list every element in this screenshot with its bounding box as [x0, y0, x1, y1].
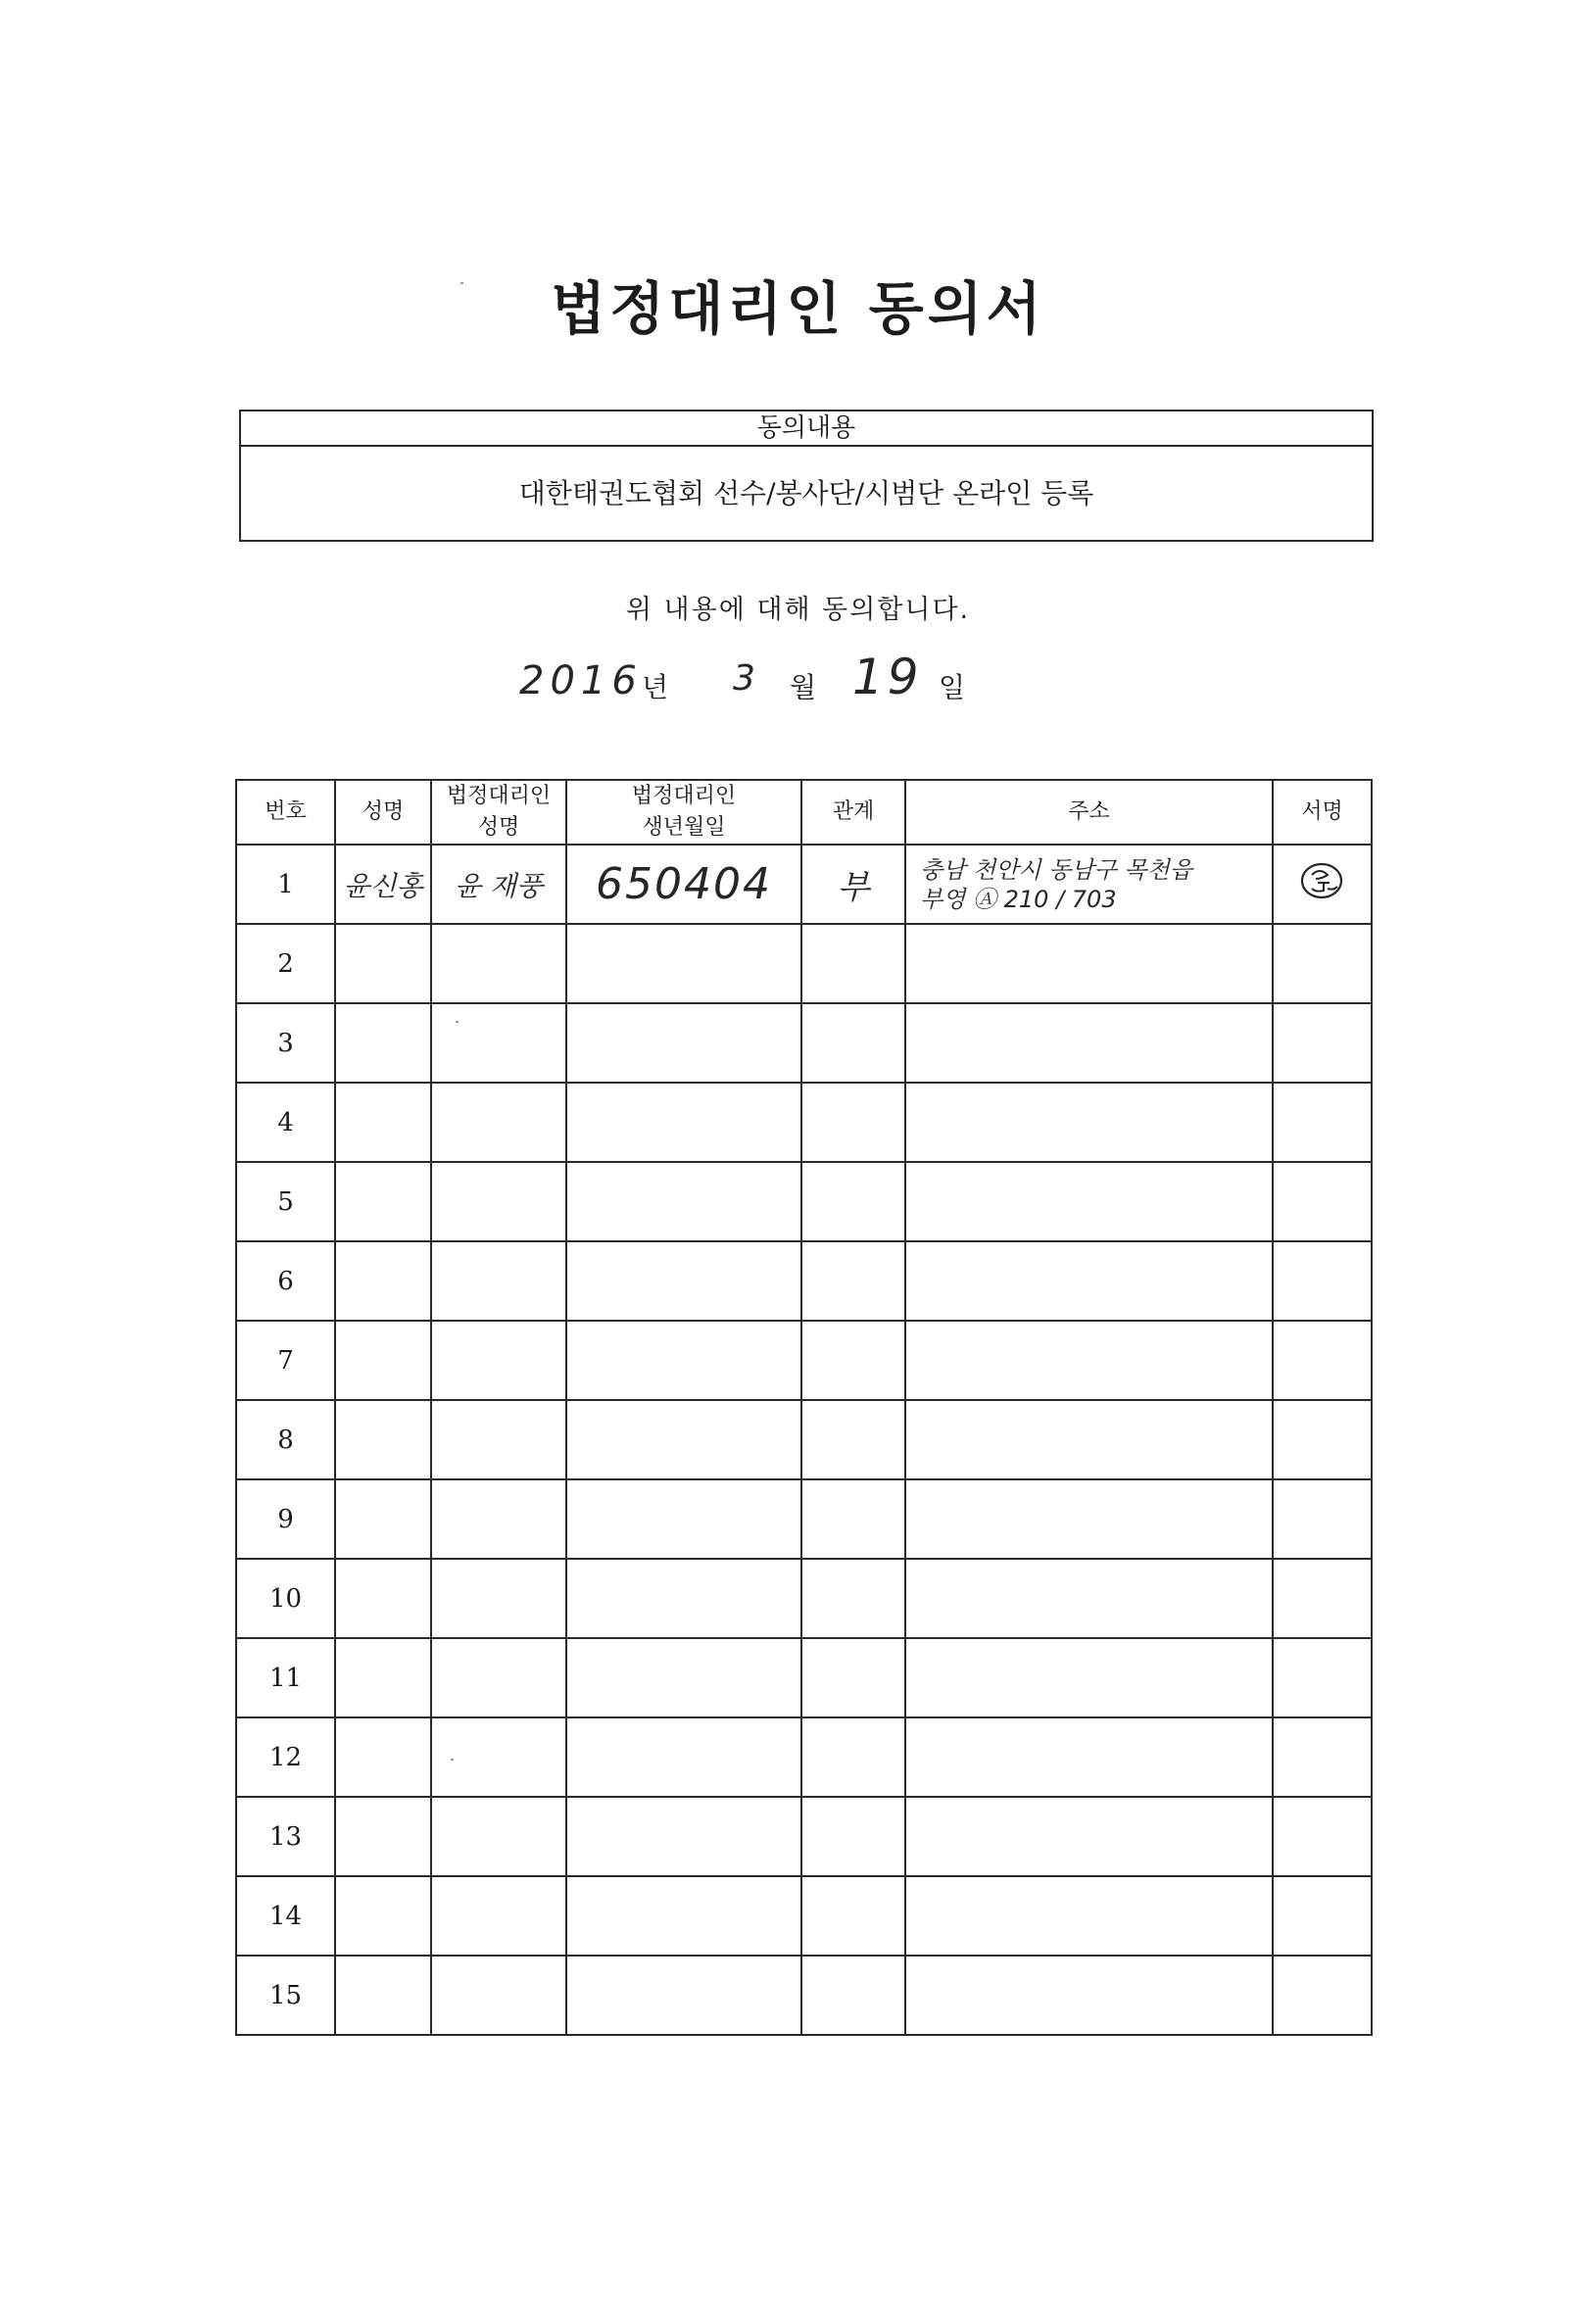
row-signature — [1273, 1400, 1372, 1479]
row-signature — [1273, 845, 1372, 924]
header-guardian-name-line2: 성명 — [477, 815, 520, 840]
table-row — [236, 1638, 1372, 1717]
row-guardian-birth — [566, 1479, 801, 1559]
row-address — [905, 1559, 1273, 1638]
consent-box — [239, 410, 1374, 542]
row-guardian-birth-handwritten: 650404 — [596, 859, 772, 909]
row-address — [905, 845, 1273, 924]
guardian-roster-table — [235, 779, 1373, 2036]
row-guardian-name — [431, 1400, 566, 1479]
row-guardian-birth — [566, 1083, 801, 1162]
row-number: 10 — [236, 1559, 335, 1638]
row-number: 9 — [236, 1479, 335, 1559]
row-relation — [801, 1797, 905, 1876]
table-row — [236, 1956, 1372, 2035]
row-name — [335, 1321, 431, 1400]
row-guardian-birth — [566, 1956, 801, 2035]
row-name — [335, 1003, 431, 1083]
row-guardian-name — [431, 1479, 566, 1559]
row-guardian-birth — [566, 1003, 801, 1083]
row-number: 7 — [236, 1321, 335, 1400]
row-relation — [801, 1559, 905, 1638]
header-guardian-birth — [566, 780, 801, 845]
table-row — [236, 1400, 1372, 1479]
row-address — [905, 1083, 1273, 1162]
row-number: 13 — [236, 1797, 335, 1876]
row-guardian-name — [431, 1717, 566, 1797]
header-relation: 관계 — [801, 780, 905, 845]
header-address: 주소 — [905, 780, 1273, 845]
scan-speck — [460, 282, 463, 284]
row-number: 1 — [236, 845, 335, 924]
row-number: 14 — [236, 1876, 335, 1956]
date-month-unit: 월 — [790, 671, 817, 703]
consent-body: 대한태권도협회 선수/봉사단/시범단 온라인 등록 — [518, 477, 1094, 509]
row-relation — [801, 1083, 905, 1162]
row-address — [905, 1638, 1273, 1717]
row-address — [905, 1321, 1273, 1400]
table-row — [236, 1162, 1372, 1241]
row-guardian-name — [431, 845, 566, 924]
row-signature — [1273, 1876, 1372, 1956]
row-number: 4 — [236, 1083, 335, 1162]
row-relation — [801, 1479, 905, 1559]
row-signature — [1273, 1083, 1372, 1162]
row-guardian-name-handwritten: 윤 재풍 — [454, 869, 544, 902]
row-address — [905, 1400, 1273, 1479]
row-address — [905, 1162, 1273, 1241]
row-relation-handwritten: 부 — [837, 868, 870, 907]
row-signature — [1273, 1797, 1372, 1876]
row-guardian-birth — [566, 845, 801, 924]
row-guardian-name — [431, 1162, 566, 1241]
row-relation — [801, 1717, 905, 1797]
row-name — [335, 924, 431, 1003]
row-relation — [801, 1321, 905, 1400]
header-name: 성명 — [335, 780, 431, 845]
table-row — [236, 1321, 1372, 1400]
date-day-unit: 일 — [939, 671, 966, 703]
row-address — [905, 924, 1273, 1003]
scan-speck — [456, 1021, 459, 1023]
row-name — [335, 1797, 431, 1876]
row-relation — [801, 1162, 905, 1241]
agree-statement: 위 내용에 대해 동의합니다. — [625, 595, 971, 625]
row-guardian-birth — [566, 1241, 801, 1321]
row-number: 3 — [236, 1003, 335, 1083]
row-guardian-birth — [566, 1876, 801, 1956]
row-guardian-name — [431, 1083, 566, 1162]
row-relation — [801, 1876, 905, 1956]
row-signature — [1273, 1479, 1372, 1559]
header-signature: 서명 — [1273, 780, 1372, 845]
row-name — [335, 1083, 431, 1162]
table-row — [236, 1241, 1372, 1321]
row-address — [905, 1797, 1273, 1876]
row-guardian-name — [431, 1003, 566, 1083]
row-address — [905, 1717, 1273, 1797]
row-guardian-name — [431, 1559, 566, 1638]
row-address — [905, 1003, 1273, 1083]
row-signature — [1273, 1559, 1372, 1638]
row-signature — [1273, 1321, 1372, 1400]
row-guardian-name — [431, 1876, 566, 1956]
row-relation — [801, 1241, 905, 1321]
date-year-unit: 년 — [642, 671, 669, 703]
scan-speck — [451, 1759, 454, 1761]
table-row — [236, 1797, 1372, 1876]
row-address — [905, 1956, 1273, 2035]
row-number: 2 — [236, 924, 335, 1003]
row-name — [335, 1956, 431, 2035]
signature-mark-icon — [1298, 859, 1347, 902]
row-relation — [801, 845, 905, 924]
row-relation — [801, 1400, 905, 1479]
row-name — [335, 1559, 431, 1638]
row-name — [335, 1717, 431, 1797]
header-guardian-birth-line2: 생년월일 — [642, 815, 726, 840]
table-row — [236, 1479, 1372, 1559]
row-name — [335, 1400, 431, 1479]
table-row — [236, 1876, 1372, 1956]
row-address-line2: 부영 Ⓐ 210 / 703 — [920, 885, 1117, 913]
header-no: 번호 — [236, 780, 335, 845]
row-guardian-name — [431, 1321, 566, 1400]
row-relation — [801, 1956, 905, 2035]
table-row — [236, 1083, 1372, 1162]
row-guardian-birth — [566, 924, 801, 1003]
row-name — [335, 1162, 431, 1241]
row-signature — [1273, 1717, 1372, 1797]
row-signature — [1273, 1638, 1372, 1717]
row-relation — [801, 924, 905, 1003]
date-month-handwritten: 3 — [733, 658, 755, 699]
row-signature — [1273, 1003, 1372, 1083]
table-header-row — [236, 780, 1372, 845]
row-number: 15 — [236, 1956, 335, 2035]
row-guardian-birth — [566, 1559, 801, 1638]
row-relation — [801, 1638, 905, 1717]
table-row — [236, 924, 1372, 1003]
row-name — [335, 1241, 431, 1321]
row-number: 11 — [236, 1638, 335, 1717]
row-address-line1: 충남 천안시 동남구 목천읍 — [920, 855, 1192, 884]
row-guardian-name — [431, 1638, 566, 1717]
row-guardian-birth — [566, 1638, 801, 1717]
row-name-handwritten: 윤신홍 — [343, 869, 423, 902]
row-guardian-name — [431, 924, 566, 1003]
row-number: 12 — [236, 1717, 335, 1797]
table-row — [236, 1003, 1372, 1083]
row-number: 5 — [236, 1162, 335, 1241]
row-number: 8 — [236, 1400, 335, 1479]
row-name — [335, 845, 431, 924]
table-row — [236, 845, 1372, 924]
row-signature — [1273, 1956, 1372, 2035]
row-signature — [1273, 1162, 1372, 1241]
row-guardian-birth — [566, 1400, 801, 1479]
row-name — [335, 1479, 431, 1559]
header-guardian-name-line1: 법정대리인 — [446, 784, 552, 808]
row-name — [335, 1876, 431, 1956]
row-guardian-birth — [566, 1321, 801, 1400]
row-relation — [801, 1003, 905, 1083]
table-row — [236, 1717, 1372, 1797]
page-title: 법정대리인 동의서 — [551, 275, 1045, 342]
row-signature — [1273, 924, 1372, 1003]
date-day-handwritten: 19 — [852, 649, 923, 705]
row-guardian-name — [431, 1956, 566, 2035]
date-year-handwritten: 2016 — [519, 658, 643, 703]
row-address — [905, 1479, 1273, 1559]
row-guardian-birth — [566, 1797, 801, 1876]
row-guardian-name — [431, 1241, 566, 1321]
row-guardian-birth — [566, 1717, 801, 1797]
header-guardian-name — [431, 780, 566, 845]
row-name — [335, 1638, 431, 1717]
row-number: 6 — [236, 1241, 335, 1321]
row-guardian-name — [431, 1797, 566, 1876]
header-guardian-birth-line1: 법정대리인 — [631, 784, 737, 808]
row-address — [905, 1241, 1273, 1321]
row-signature — [1273, 1241, 1372, 1321]
row-address — [905, 1876, 1273, 1956]
row-guardian-birth — [566, 1162, 801, 1241]
table-row — [236, 1559, 1372, 1638]
consent-header: 동의내용 — [241, 411, 1372, 447]
